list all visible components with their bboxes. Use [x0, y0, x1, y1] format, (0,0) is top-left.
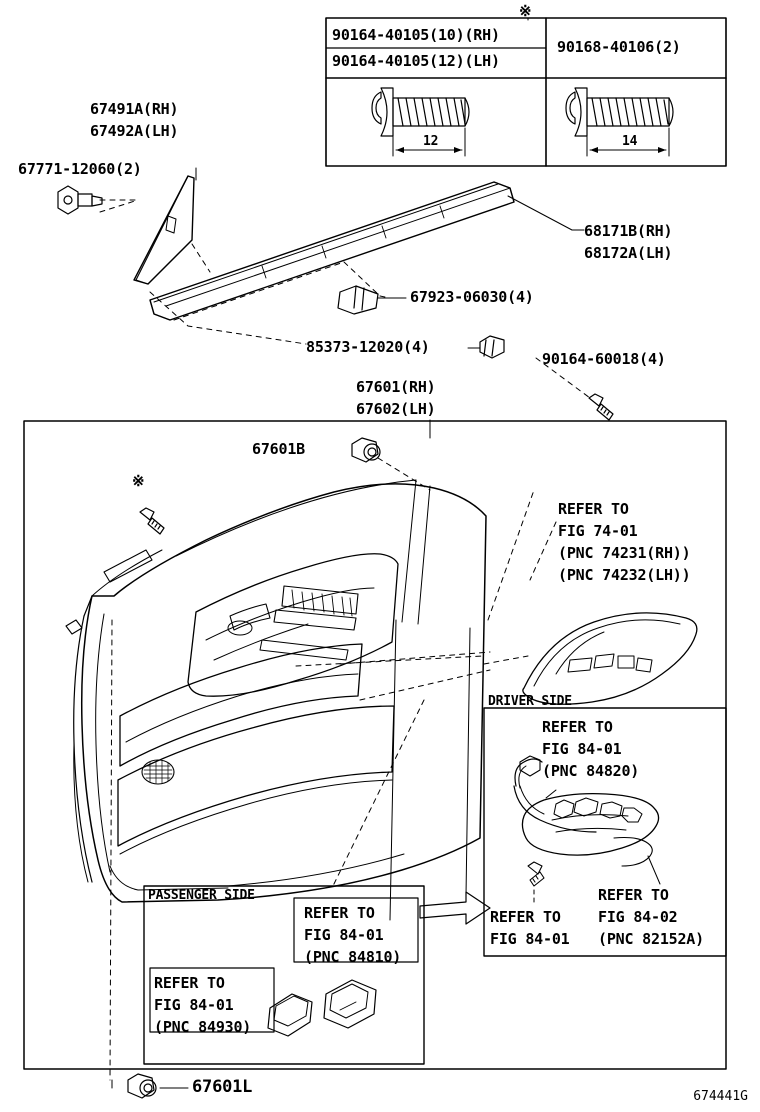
passenger-side-label: PASSENGER SIDE	[148, 888, 255, 903]
callout-85373-12020: 85373-12020(4)	[306, 338, 430, 356]
refer-84-01-left-line-1: REFER TO	[490, 908, 561, 926]
callout-67492a: 67492A(LH)	[90, 122, 179, 140]
refer-84930-line-2: FIG 84-01	[154, 996, 234, 1014]
callout-67602-lh: 67602(LH)	[356, 400, 436, 418]
refer-84930-line-1: REFER TO	[154, 974, 225, 992]
refer-84930-line-3: (PNC 84930)	[154, 1018, 252, 1036]
callout-68171b: 68171B(RH)	[584, 222, 673, 240]
callout-67923-06030: 67923-06030(4)	[410, 288, 534, 306]
refer-82152a-line-3: (PNC 82152A)	[598, 930, 704, 948]
callout-67601-rh: 67601(RH)	[356, 378, 436, 396]
refer-82152a-line-2: FIG 84-02	[598, 908, 678, 926]
refer-84810-line-1: REFER TO	[304, 904, 375, 922]
callout-asterisk-panel: ※	[132, 472, 145, 490]
refer-74-01-line-1: REFER TO	[558, 500, 629, 518]
fastener-cell-1-line-2: 90164-40105(12)(LH)	[332, 52, 500, 70]
fastener-cell-2-line-1: 90168-40106(2)	[557, 38, 681, 56]
fastener-cell-1-line-1: 90164-40105(10)(RH)	[332, 26, 500, 44]
callout-67601b: 67601B	[252, 440, 305, 458]
refer-74-01-line-3: (PNC 74231(RH))	[558, 544, 691, 562]
refer-74-01-line-2: FIG 74-01	[558, 522, 638, 540]
refer-84810-line-2: FIG 84-01	[304, 926, 384, 944]
callout-67601l: 67601L	[192, 1077, 253, 1097]
driver-side-label: DRIVER SIDE	[488, 694, 572, 709]
callout-67771-12060: 67771-12060(2)	[18, 160, 142, 178]
refer-82152a-line-1: REFER TO	[598, 886, 669, 904]
fastener-table-asterisk: ※	[519, 2, 532, 20]
refer-84820-line-2: FIG 84-01	[542, 740, 622, 758]
refer-84810-line-3: (PNC 84810)	[304, 948, 402, 966]
refer-84-01-left-line-2: FIG 84-01	[490, 930, 570, 948]
fastener-cell-2-dimension: 14	[622, 134, 638, 149]
refer-84820-line-1: REFER TO	[542, 718, 613, 736]
callout-68172a: 68172A(LH)	[584, 244, 673, 262]
fastener-cell-1-dimension: 12	[423, 134, 439, 149]
callout-67491a: 67491A(RH)	[90, 100, 179, 118]
figure-code: 674441G	[693, 1089, 748, 1104]
refer-74-01-line-4: (PNC 74232(LH))	[558, 566, 691, 584]
callout-90164-60018: 90164-60018(4)	[542, 350, 666, 368]
refer-84820-line-3: (PNC 84820)	[542, 762, 640, 780]
